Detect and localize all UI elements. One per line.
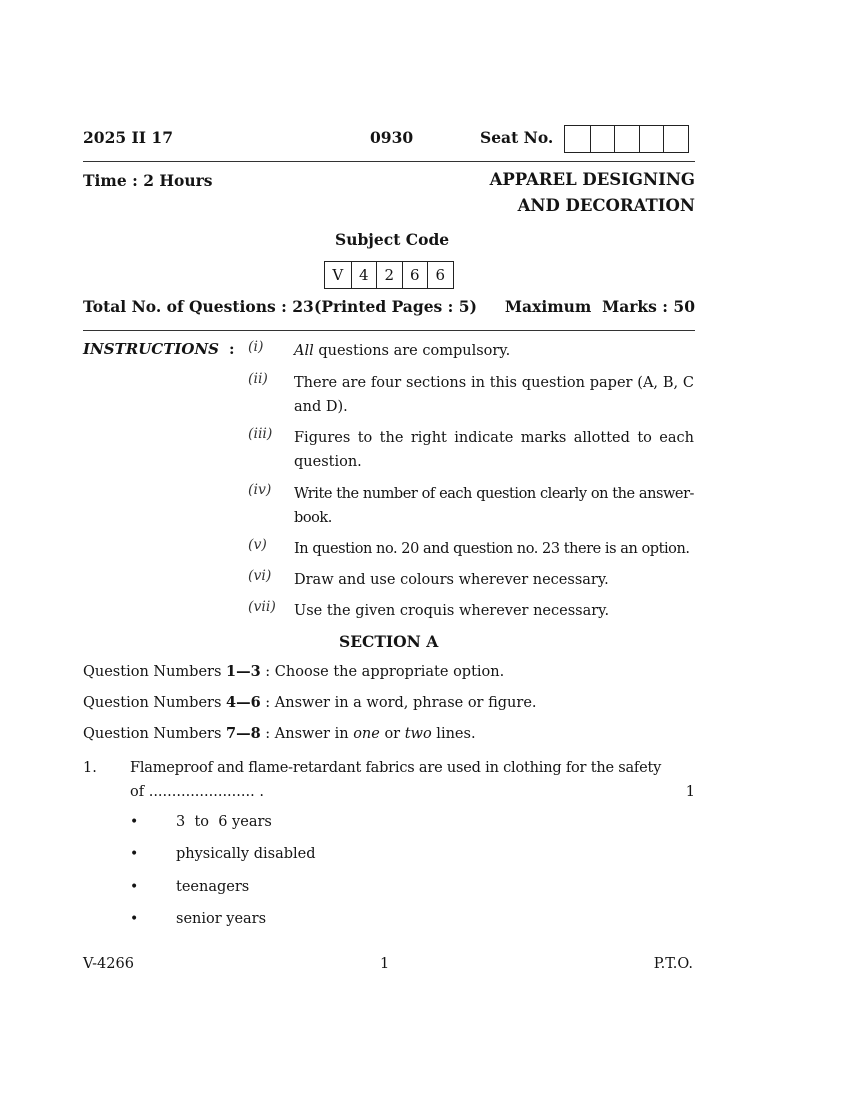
subject-title-line2: AND DECORATION <box>517 196 695 215</box>
bullet-icon: • <box>130 879 139 895</box>
instruction-text: In question no. 20 and question no. 23 there is an option. <box>294 541 690 557</box>
section-a-rule: Question Numbers 1—3 : Choose the appropriate option. <box>83 663 505 680</box>
instruction-number: (ii) <box>248 371 268 387</box>
instruction-number: (vi) <box>248 568 272 584</box>
section-a-rule: Question Numbers 4—6 : Answer in a word, phrase or figure. <box>83 694 537 711</box>
subject-code-char: 6 <box>402 262 428 288</box>
subject-code-label: Subject Code <box>335 230 450 249</box>
seat-digit-box[interactable] <box>565 126 590 152</box>
bullet-icon: • <box>130 846 139 862</box>
instruction-text: Write the number of each question clearly on the answer-book. <box>294 486 694 526</box>
subject-title-line1: APPAREL DESIGNING <box>489 170 695 189</box>
option-item: 3 to 6 years <box>176 814 272 830</box>
instructions-colon: : <box>229 340 235 358</box>
instruction-number: (i) <box>248 339 264 355</box>
instructions-label: INSTRUCTIONS <box>83 340 219 358</box>
question-number: 1. <box>83 760 97 776</box>
section-a-rule: Question Numbers 7—8 : Answer in one or two lines. <box>83 725 476 742</box>
option-item: senior years <box>176 911 267 927</box>
instruction-number: (v) <box>248 537 267 553</box>
instruction-number: (iii) <box>248 426 273 442</box>
instructions-divider <box>83 330 695 331</box>
seat-digit-box[interactable] <box>639 126 664 152</box>
paper-code: 0930 <box>370 128 414 147</box>
seat-number-boxes[interactable] <box>564 125 689 153</box>
total-questions: Total No. of Questions : 23 <box>83 297 314 316</box>
subject-code-char: V <box>332 266 344 284</box>
instruction-text: There are four sections in this question paper (A, B, C and D). <box>294 375 694 415</box>
exam-code: 2025 II 17 <box>83 128 174 147</box>
option-item: teenagers <box>176 879 250 895</box>
subject-code-boxes <box>324 261 454 289</box>
time-allowed: Time : 2 Hours <box>83 171 213 190</box>
bullet-icon: • <box>130 911 139 927</box>
page-number: 1 <box>380 956 390 972</box>
seat-number-label: Seat No. <box>480 128 554 147</box>
header-divider <box>83 161 695 162</box>
bullet-icon: • <box>130 814 139 830</box>
instruction-number: (vii) <box>248 599 276 615</box>
instruction-number: (iv) <box>248 482 272 498</box>
subject-code-char: 6 <box>427 262 453 288</box>
seat-digit-box[interactable] <box>614 126 639 152</box>
printed-pages: (Printed Pages : 5) <box>314 297 477 316</box>
instruction-text: Figures to the right indicate marks allotted to each question. <box>294 430 694 470</box>
subject-code-char: 2 <box>376 262 402 288</box>
footer-code: V-4266 <box>83 956 134 972</box>
maximum-marks: Maximum Marks : 50 <box>504 297 695 316</box>
instruction-text: Use the given croquis wherever necessary. <box>294 603 610 619</box>
option-item: physically disabled <box>176 846 316 862</box>
question-marks: 1 <box>685 784 695 800</box>
seat-digit-box[interactable] <box>663 126 688 152</box>
section-a-title: SECTION A <box>339 632 439 651</box>
seat-digit-box[interactable] <box>590 126 615 152</box>
question-text-line1: Flameproof and flame-retardant fabrics are used in clothing for the safety <box>130 760 662 776</box>
pto-label: P.T.O. <box>653 956 693 972</box>
instruction-text: All questions are compulsory. <box>294 343 511 359</box>
subject-code-char: 4 <box>351 262 377 288</box>
question-text-line2: of ....................... . <box>130 784 264 800</box>
instruction-text: Draw and use colours wherever necessary. <box>294 572 609 588</box>
